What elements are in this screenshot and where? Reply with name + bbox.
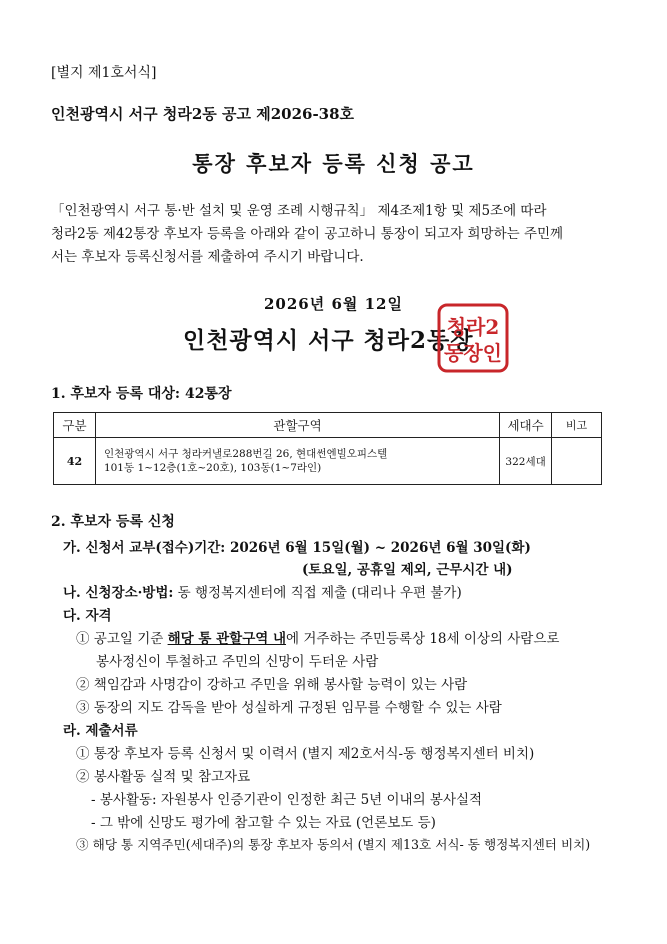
notice-number: 인천광역시 서구 청라2동 공고 제2026-38호 [51, 105, 355, 123]
intro-line: 「인천광역시 서구 통·반 설치 및 운영 조례 시행규칙」 제4조제1항 및 제5조에 따라 [51, 203, 547, 219]
section2-title: 2. 후보자 등록 신청 [51, 514, 175, 530]
section1-title: 1. 후보자 등록 대상: 42통장 [51, 386, 232, 402]
qualification-title: 다. 자격 [63, 608, 112, 624]
table-cell-area [95, 438, 499, 485]
table-row [54, 438, 602, 485]
table-header: 관할구역 [95, 413, 499, 438]
table-header-row [54, 413, 602, 438]
district-table [53, 412, 602, 485]
document-subitem: - 봉사활동: 자원봉사 인증기관이 인정한 최근 5년 이내의 봉사실적 [91, 792, 483, 808]
table-header: 세대수 [500, 413, 552, 438]
area-line: 인천광역시 서구 청라커낼로288번길 26, 현대썬엔빌오피스텔 [103, 448, 388, 460]
qualification-item: ③ 동장의 지도 감독을 받아 성실하게 규정된 임무를 수행할 수 있는 사람 [76, 700, 502, 716]
application-method-label: 나. 신청장소·방법: [63, 585, 174, 601]
application-period: 가. 신청서 교부(접수)기간: 2026년 6월 15일(월) ~ 2026년 6월 30일(화) [63, 540, 531, 556]
table-header: 비고 [552, 413, 602, 438]
table-cell-households: 322세대 [500, 438, 552, 485]
qualification-item [76, 627, 559, 647]
qualification-text: ① 공고일 기준 [76, 631, 168, 647]
intro-line: 서는 후보자 등록신청서를 제출하여 주시기 바랍니다. [51, 249, 364, 265]
notice-date: 2026년 6월 12일 [264, 295, 403, 313]
intro-paragraph [51, 200, 611, 269]
application-method [63, 581, 462, 601]
svg-text:동장인: 동장인 [444, 341, 502, 365]
documents-title: 라. 제출서류 [63, 723, 138, 739]
area-line: 101동 1~12층(1호~20호), 103동(1~7라인) [103, 462, 322, 474]
qualification-item-continued: 봉사정신이 투철하고 주민의 신망이 두터운 사람 [96, 654, 379, 670]
qualification-emphasis: 해당 통 관할구역 내 [167, 631, 287, 647]
table-cell-note [552, 438, 602, 485]
page-title: 통장 후보자 등록 신청 공고 [192, 151, 475, 176]
issuer-name: 인천광역시 서구 청라2동장 [183, 327, 474, 354]
document-item: ② 봉사활동 실적 및 참고자료 [76, 769, 251, 785]
document-item: ③ 해당 통 지역주민(세대주)의 통장 후보자 동의서 (별지 제13호 서식- 동 행정복지센터 비치) [76, 837, 591, 852]
form-label: [별지 제1호서식] [51, 65, 157, 81]
table-header: 구분 [54, 413, 96, 438]
application-period-note: (토요일, 공휴일 제외, 근무시간 내) [302, 562, 513, 578]
qualification-item: ② 책임감과 사명감이 강하고 주민을 위해 봉사할 능력이 있는 사람 [76, 677, 468, 693]
table-cell-number: 42 [54, 438, 96, 485]
svg-text:청라2: 청라2 [446, 315, 500, 339]
official-seal-icon [436, 302, 510, 374]
intro-line: 청라2동 제42통장 후보자 등록을 아래와 같이 공고하니 통장이 되고자 희망하는 주민께 [51, 226, 564, 242]
application-method-text: 동 행정복지센터에 직접 제출 (대리나 우편 불가) [173, 585, 462, 601]
document-subitem: - 그 밖에 신망도 평가에 참고할 수 있는 자료 (언론보도 등) [91, 815, 436, 831]
document-item: ① 통장 후보자 등록 신청서 및 이력서 (별지 제2호서식-동 행정복지센터 비치) [76, 746, 535, 762]
qualification-text: 에 거주하는 주민등록상 18세 이상의 사람으로 [286, 631, 560, 647]
